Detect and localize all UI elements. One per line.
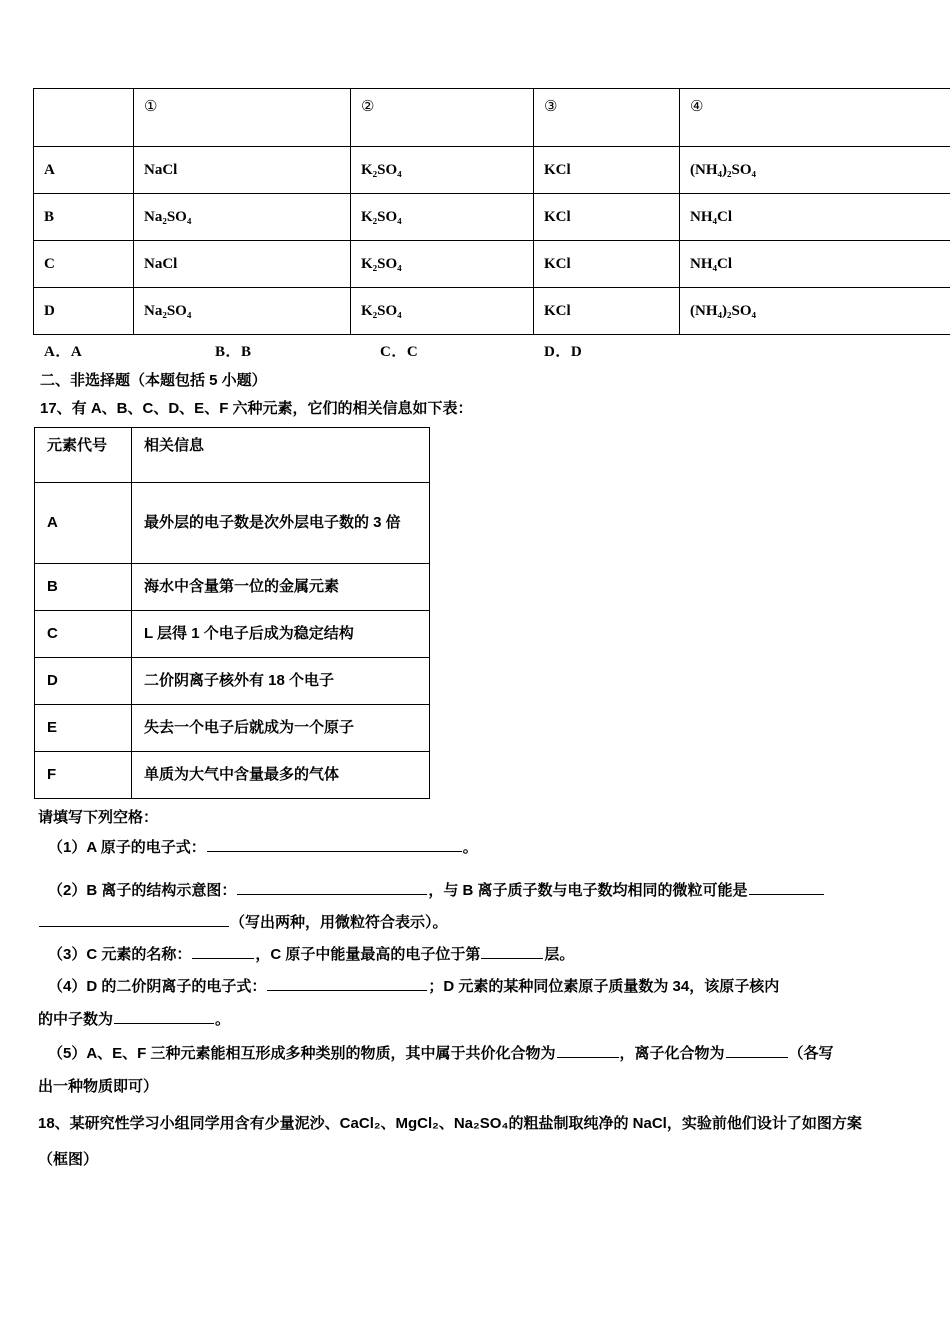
header-element-code: 元素代号 bbox=[35, 428, 132, 483]
table-row bbox=[35, 752, 430, 799]
question-17-5-line2: 出一种物质即可） bbox=[38, 1078, 159, 1095]
header-circle-3: ③ bbox=[544, 99, 558, 115]
cell-option-1: Na₂SO₄ bbox=[134, 288, 351, 335]
table-header-row bbox=[35, 428, 430, 483]
section-heading: 二、非选择题（本题包括 5 小题） bbox=[40, 372, 267, 389]
header-circle-1: ① bbox=[144, 99, 158, 115]
element-info: L 层得 1 个电子后成为稳定结构 bbox=[132, 611, 430, 658]
question-17-1 bbox=[48, 836, 478, 857]
question-17-4-line2 bbox=[38, 1008, 230, 1029]
table-row bbox=[34, 194, 950, 241]
q17-5-text: （5）A、E、F 三种元素能相互形成多种类别的物质，其中属于共价化合物为 bbox=[48, 1045, 556, 1062]
q17-1-text: （1）A 原子的电子式： bbox=[48, 839, 206, 856]
cell-option-2: K₂SO₄ bbox=[351, 288, 534, 335]
options-comparison-table bbox=[33, 88, 950, 335]
elements-info-table bbox=[34, 427, 430, 799]
answer-blank[interactable] bbox=[207, 838, 462, 852]
table-row bbox=[35, 658, 430, 705]
cell-option-1: NaCl bbox=[134, 241, 351, 288]
table-row bbox=[35, 705, 430, 752]
question-18-line1: 18、某研究性学习小组同学用含有少量泥沙、CaCl₂、MgCl₂、Na₂SO₄的粗盐制取纯净的 NaCl，实验前他们设计了如图方案 bbox=[38, 1115, 862, 1132]
cell-option-1: NaCl bbox=[134, 147, 351, 194]
element-code: E bbox=[35, 705, 132, 752]
answer-blank[interactable] bbox=[749, 881, 824, 895]
q17-3-post-text: 层。 bbox=[544, 946, 575, 963]
element-code: B bbox=[35, 564, 132, 611]
table-row bbox=[35, 564, 430, 611]
row-label: C bbox=[34, 241, 134, 288]
cell-option-3: KCl bbox=[534, 147, 680, 194]
question-17-2-line2 bbox=[38, 911, 448, 932]
question-17-5-line1 bbox=[48, 1042, 834, 1063]
header-circle-2: ② bbox=[361, 99, 375, 115]
table-row bbox=[34, 241, 950, 288]
answer-choices-row bbox=[44, 340, 924, 361]
header-element-info: 相关信息 bbox=[132, 428, 430, 483]
cell-option-3: KCl bbox=[534, 288, 680, 335]
choice-a[interactable]: A．A bbox=[44, 344, 83, 360]
table-header-row bbox=[34, 89, 950, 147]
question-17-2-line1 bbox=[48, 879, 825, 900]
cell-option-4: NH₄Cl bbox=[680, 194, 950, 241]
q17-5-post-text: （各写 bbox=[788, 1045, 834, 1062]
cell-option-4: NH₄Cl bbox=[680, 241, 950, 288]
choice-b[interactable]: B．B bbox=[215, 344, 252, 360]
row-label: B bbox=[34, 194, 134, 241]
q17-3-mid-text: ，C 原子中能量最高的电子位于第 bbox=[255, 946, 481, 963]
answer-blank[interactable] bbox=[192, 945, 254, 959]
element-info: 单质为大气中含量最多的气体 bbox=[132, 752, 430, 799]
element-info: 最外层的电子数是次外层电子数的 3 倍 bbox=[132, 483, 430, 564]
table-row bbox=[34, 147, 950, 194]
header-blank-cell bbox=[34, 89, 134, 147]
fill-prompt: 请填写下列空格： bbox=[38, 809, 159, 826]
answer-blank[interactable] bbox=[267, 977, 427, 991]
question-17-3 bbox=[48, 943, 574, 964]
question-17-stem: 17、有 A、B、C、D、E、F 六种元素，它们的相关信息如下表： bbox=[40, 400, 473, 417]
element-info: 海水中含量第一位的金属元素 bbox=[132, 564, 430, 611]
cell-option-2: K₂SO₄ bbox=[351, 241, 534, 288]
question-17-4-line1 bbox=[48, 975, 779, 996]
row-label: A bbox=[34, 147, 134, 194]
answer-blank[interactable] bbox=[39, 913, 229, 927]
answer-blank[interactable] bbox=[481, 945, 543, 959]
q17-1-period: 。 bbox=[462, 839, 478, 856]
q17-2-post-text: （写出两种，用微粒符合表示）。 bbox=[230, 914, 448, 931]
answer-blank[interactable] bbox=[726, 1044, 788, 1058]
element-code: C bbox=[35, 611, 132, 658]
element-code: A bbox=[35, 483, 132, 564]
answer-blank[interactable] bbox=[557, 1044, 619, 1058]
row-label: D bbox=[34, 288, 134, 335]
table-row bbox=[34, 288, 950, 335]
q17-4-line2-period: 。 bbox=[215, 1011, 231, 1028]
element-code: D bbox=[35, 658, 132, 705]
question-18-line2: （框图） bbox=[38, 1151, 99, 1168]
element-info: 二价阴离子核外有 18 个电子 bbox=[132, 658, 430, 705]
cell-option-1: Na₂SO₄ bbox=[134, 194, 351, 241]
cell-option-4: (NH₄)₂SO₄ bbox=[680, 147, 950, 194]
cell-option-3: KCl bbox=[534, 241, 680, 288]
element-code: F bbox=[35, 752, 132, 799]
cell-option-4: (NH₄)₂SO₄ bbox=[680, 288, 950, 335]
answer-blank[interactable] bbox=[237, 881, 427, 895]
q17-4-text: （4）D 的二价阴离子的电子式： bbox=[48, 978, 267, 995]
q17-5-mid-text: ，离子化合物为 bbox=[619, 1045, 725, 1062]
q17-4-line2-text: 的中子数为 bbox=[38, 1011, 114, 1028]
cell-option-3: KCl bbox=[534, 194, 680, 241]
q17-2-text: （2）B 离子的结构示意图： bbox=[48, 882, 237, 899]
cell-option-2: K₂SO₄ bbox=[351, 194, 534, 241]
q17-2-mid-text: ，与 B 离子质子数与电子数均相同的微粒可能是 bbox=[428, 882, 748, 899]
q17-3-text: （3）C 元素的名称： bbox=[48, 946, 192, 963]
q17-4-mid-text: ；D 元素的某种同位素原子质量数为 34，该原子核内 bbox=[428, 978, 780, 995]
choice-c[interactable]: C．C bbox=[380, 344, 419, 360]
cell-option-2: K₂SO₄ bbox=[351, 147, 534, 194]
table-row bbox=[35, 483, 430, 564]
table-row bbox=[35, 611, 430, 658]
answer-blank[interactable] bbox=[114, 1010, 214, 1024]
header-circle-4: ④ bbox=[690, 99, 704, 115]
element-info: 失去一个电子后就成为一个原子 bbox=[132, 705, 430, 752]
choice-d[interactable]: D．D bbox=[544, 344, 583, 360]
